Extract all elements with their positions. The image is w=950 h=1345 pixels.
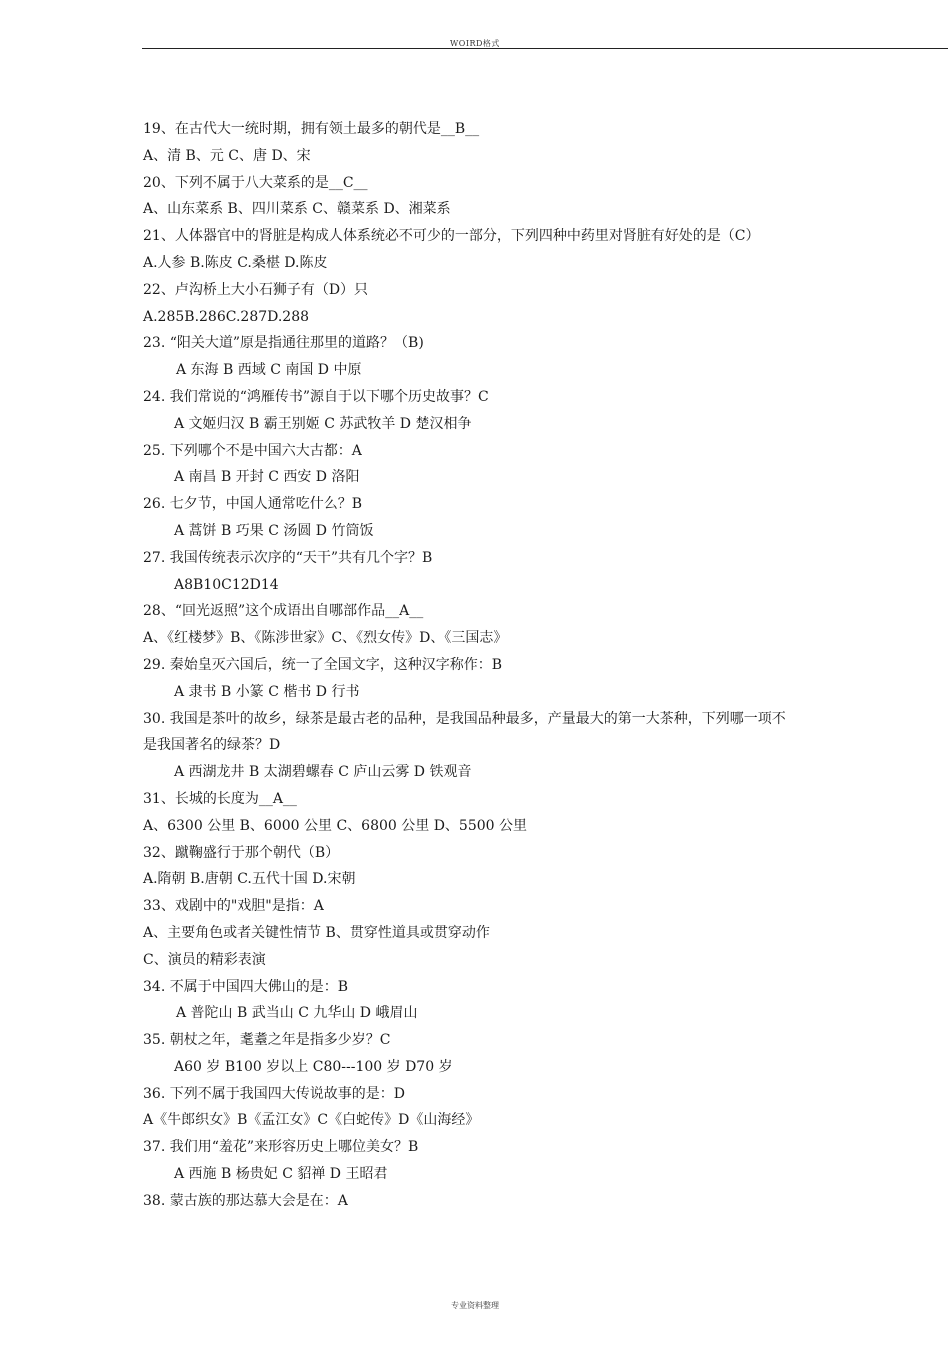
text-line: 35. 朝杖之年，耄耋之年是指多少岁？C	[143, 1032, 391, 1049]
header-divider	[142, 48, 948, 49]
text-line: A 西施 B 杨贵妃 C 貂禅 D 王昭君	[174, 1166, 388, 1183]
text-line: 21、人体器官中的肾脏是构成人体系统必不可少的一部分，下列四种中药里对肾脏有好处的是（C）	[143, 228, 760, 245]
text-line: A 西湖龙井 B 太湖碧螺春 C 庐山云雾 D 铁观音	[174, 764, 472, 781]
text-line: A 普陀山 B 武当山 C 九华山 D 峨眉山	[176, 1005, 418, 1022]
text-line: A、主要角色或者关键性情节 B、贯穿性道具或贯穿动作	[143, 924, 490, 941]
text-line: A、山东菜系 B、四川菜系 C、赣菜系 D、湘菜系	[143, 201, 451, 218]
page-footer: 专业资料整理	[451, 1301, 499, 1310]
text-line: A60 岁 B100 岁以上 C80---100 岁 D70 岁	[174, 1058, 453, 1075]
text-line: 23. “阳关大道”原是指通往那里的道路？（B)	[143, 335, 424, 352]
text-line: A 蒿饼 B 巧果 C 汤圆 D 竹筒饭	[174, 522, 374, 539]
text-line: 27. 我国传统表示次序的“天干”共有几个字？B	[143, 549, 433, 566]
text-line: A、6300 公里 B、6000 公里 C、6800 公里 D、5500 公里	[143, 817, 528, 834]
page-header: WOIRD格式	[450, 39, 500, 48]
text-line: 24. 我们常说的“鸿雁传书”源自于以下哪个历史故事？C	[143, 388, 489, 405]
text-line: C、演员的精彩表演	[143, 951, 266, 968]
text-line: 26. 七夕节，中国人通常吃什么？B	[143, 496, 363, 513]
text-line: 22、卢沟桥上大小石狮子有（D）只	[143, 281, 369, 298]
text-line: A《牛郎织女》B《孟江女》C《白蛇传》D《山海经》	[143, 1112, 480, 1129]
text-line: A.人参 B.陈皮 C.桑椹 D.陈皮	[143, 254, 328, 271]
text-line: 31、长城的长度为__A__	[143, 790, 297, 807]
text-line: 34. 不属于中国四大佛山的是：B	[143, 978, 349, 995]
text-line: A 文姬归汉 B 霸王别姬 C 苏武牧羊 D 楚汉相争	[174, 415, 472, 432]
text-line: 30. 我国是茶叶的故乡，绿茶是最古老的品种，是我国品种最多，产量最大的第一大茶种，下列哪一项不	[143, 710, 786, 727]
text-line: A8B10C12D14	[174, 576, 279, 593]
text-line: A、清 B、元 C、唐 D、宋	[143, 147, 311, 164]
text-line: 38. 蒙古族的那达慕大会是在：A	[143, 1192, 348, 1209]
text-line: 36. 下列不属于我国四大传说故事的是：D	[143, 1085, 405, 1102]
text-line: 20、下列不属于八大菜系的是__C__	[143, 174, 368, 191]
text-line: A.285B.286C.287D.288	[143, 308, 310, 325]
text-line: A 南昌 B 开封 C 西安 D 洛阳	[174, 469, 360, 486]
text-line: A.隋朝 B.唐朝 C.五代十国 D.宋朝	[143, 871, 356, 888]
text-line: A 东海 B 西域 C 南国 D 中原	[176, 362, 362, 379]
text-line: 29. 秦始皇灭六国后，统一了全国文字，这种汉字称作：B	[143, 656, 503, 673]
text-line: 33、戏剧中的"戏胆"是指：A	[143, 898, 324, 915]
text-line: 19、在古代大一统时期，拥有领土最多的朝代是__B__	[143, 121, 480, 137]
text-line: A 隶书 B 小篆 C 楷书 D 行书	[174, 683, 360, 700]
text-line: 28、“回光返照”这个成语出自哪部作品__A__	[143, 603, 424, 620]
text-line: 32、蹴鞠盛行于那个朝代（B）	[143, 844, 340, 861]
text-line: A、《红楼梦》B、《陈涉世家》C、《烈女传》D、《三国志》	[143, 630, 508, 647]
text-line: 37. 我们用“羞花”来形容历史上哪位美女？B	[143, 1139, 419, 1156]
document-body	[143, 116, 883, 1215]
text-line: 25. 下列哪个不是中国六大古都：A	[143, 442, 362, 459]
text-line: 是我国著名的绿茶？D	[143, 737, 281, 754]
